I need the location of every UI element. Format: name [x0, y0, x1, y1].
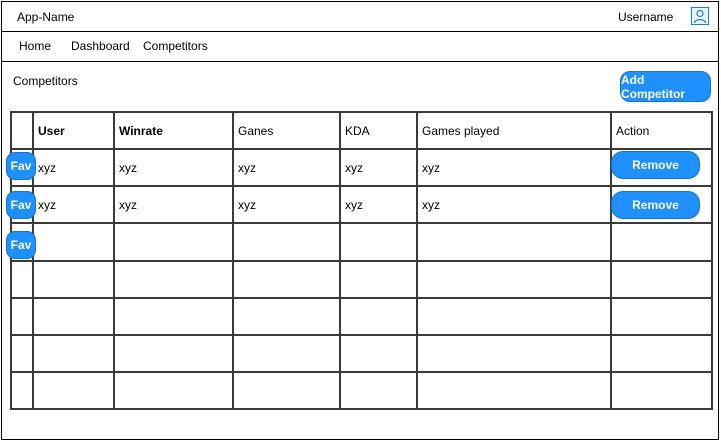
column-header-action: Action — [611, 112, 712, 149]
table-row — [11, 335, 712, 372]
column-header-kda: KDA — [340, 112, 417, 149]
table-cell — [611, 223, 712, 260]
table-cell: xyz — [233, 149, 340, 186]
table-cell: xyz — [114, 149, 233, 186]
table-row — [11, 186, 712, 223]
table-cell — [114, 298, 233, 335]
table-cell — [114, 261, 233, 298]
column-header-ganes: Ganes — [233, 112, 340, 149]
table-cell — [114, 335, 233, 372]
table-cell: xyz — [233, 186, 340, 223]
table-cell — [340, 298, 417, 335]
add-competitor-button[interactable]: Add Competitor — [620, 71, 711, 102]
table-cell — [233, 261, 340, 298]
table-cell: xyz — [340, 186, 417, 223]
fav-button[interactable]: Fav — [6, 152, 36, 180]
table-row — [11, 298, 712, 335]
username-label[interactable]: Username — [618, 10, 674, 24]
table-cell — [11, 335, 33, 372]
competitors-table — [10, 111, 713, 410]
table-cell — [340, 261, 417, 298]
nav-competitors[interactable]: Competitors — [143, 39, 208, 53]
table-cell — [417, 335, 611, 372]
remove-button[interactable]: Remove — [611, 151, 700, 179]
nav-bar — [1, 32, 719, 62]
table-row — [11, 149, 712, 186]
table-cell: xyz — [417, 186, 611, 223]
table-cell — [611, 372, 712, 409]
table-cell — [340, 372, 417, 409]
table-cell — [611, 335, 712, 372]
table-cell — [33, 298, 114, 335]
table-row — [11, 223, 712, 260]
table-cell — [233, 223, 340, 260]
table-cell — [11, 261, 33, 298]
table-cell — [33, 261, 114, 298]
table-cell — [417, 223, 611, 260]
table-row — [11, 372, 712, 409]
table-cell — [33, 335, 114, 372]
fav-column-header — [11, 112, 33, 149]
column-header-winrate: Winrate — [114, 112, 233, 149]
table-cell — [11, 372, 33, 409]
column-header-games-played: Games played — [417, 112, 611, 149]
page-title: Competitors — [13, 74, 78, 88]
table-cell — [340, 335, 417, 372]
user-avatar-icon[interactable] — [691, 7, 709, 25]
table-cell — [417, 372, 611, 409]
table-cell — [417, 261, 611, 298]
top-bar — [1, 1, 719, 32]
table-cell — [233, 335, 340, 372]
nav-dashboard[interactable]: Dashboard — [71, 39, 130, 53]
table-cell — [611, 298, 712, 335]
table-cell — [340, 223, 417, 260]
fav-button[interactable]: Fav — [6, 231, 36, 259]
table-cell — [114, 223, 233, 260]
table-cell — [233, 298, 340, 335]
table-cell: xyz — [33, 149, 114, 186]
app-name: App-Name — [17, 10, 75, 24]
remove-button[interactable]: Remove — [611, 191, 700, 219]
table-cell: xyz — [417, 149, 611, 186]
table-header-row — [11, 112, 712, 149]
table-cell — [33, 223, 114, 260]
nav-home[interactable]: Home — [19, 39, 52, 53]
table-row — [11, 261, 712, 298]
table-cell: xyz — [33, 186, 114, 223]
column-header-user: User — [33, 112, 114, 149]
table-cell: xyz — [114, 186, 233, 223]
table-cell — [233, 372, 340, 409]
table-cell — [114, 372, 233, 409]
table-cell: xyz — [340, 149, 417, 186]
table-cell — [611, 261, 712, 298]
table-cell — [33, 372, 114, 409]
table-cell — [11, 298, 33, 335]
table-cell — [417, 298, 611, 335]
fav-button[interactable]: Fav — [6, 191, 36, 219]
